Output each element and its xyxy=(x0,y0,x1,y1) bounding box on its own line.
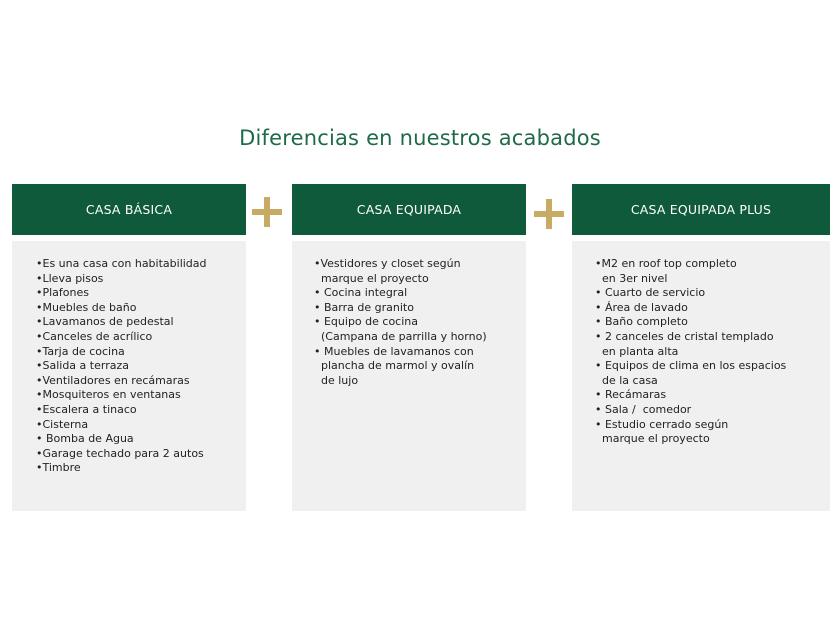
list-item: •M2 en roof top completo xyxy=(595,257,737,270)
list-item: en planta alta xyxy=(595,344,679,358)
list-item: •Ventiladores en recámaras xyxy=(36,373,190,387)
list-item: •Es una casa con habitabilidad xyxy=(36,257,207,270)
list-item: •Muebles de baño xyxy=(36,300,137,314)
list-item: • 2 canceles de cristal templado xyxy=(595,329,774,343)
column-casa-equipada xyxy=(292,184,526,387)
list-item: • Cuarto de servicio xyxy=(595,286,706,300)
list-item: •Vestidores y closet según xyxy=(314,257,461,270)
column-casa-equipada-plus xyxy=(572,184,830,446)
list-item: de lujo xyxy=(314,373,359,387)
list-item: •Lleva pisos xyxy=(36,271,104,285)
column-body xyxy=(572,241,830,511)
list-item: • Muebles de lavamanos con xyxy=(314,344,474,358)
list-item: • Área de lavado xyxy=(595,300,688,314)
column-casa-basica xyxy=(12,184,246,475)
list-item: • Recámaras xyxy=(595,388,667,402)
page-title: Diferencias en nuestros acabados xyxy=(239,126,601,150)
list-item: • Equipos de clima en los espacios xyxy=(595,359,787,373)
list-item: • Bomba de Agua xyxy=(36,432,134,446)
list-item: •Plafones xyxy=(36,286,89,300)
feature-list xyxy=(36,257,246,476)
list-item: marque el proyecto xyxy=(595,432,710,446)
list-item: •Lavamanos de pedestal xyxy=(36,315,174,329)
column-body xyxy=(12,241,246,511)
list-item: • Estudio cerrado según xyxy=(595,417,729,431)
list-item: de la casa xyxy=(595,373,658,387)
feature-list xyxy=(595,257,830,447)
plus-icon xyxy=(252,197,282,227)
column-header: CASA EQUIPADA PLUS xyxy=(572,184,830,235)
list-item: •Salida a terraza xyxy=(36,359,129,373)
list-item: •Cisterna xyxy=(36,417,89,431)
list-item: • Equipo de cocina xyxy=(314,315,418,329)
list-item: •Canceles de acrílico xyxy=(36,329,153,343)
list-item: en 3er nivel xyxy=(595,271,668,285)
list-item: • Barra de granito xyxy=(314,300,414,314)
column-header: CASA BÁSICA xyxy=(12,184,246,235)
list-item: plancha de marmol y ovalín xyxy=(314,359,475,373)
list-item: •Tarja de cocina xyxy=(36,344,125,358)
plus-icon xyxy=(534,199,564,229)
list-item: •Escalera a tinaco xyxy=(36,402,137,416)
list-item: marque el proyecto xyxy=(314,271,429,285)
list-item: •Garage techado para 2 autos xyxy=(36,446,204,460)
column-body xyxy=(292,241,526,511)
list-item: (Campana de parrilla y horno) xyxy=(314,329,487,343)
feature-list xyxy=(314,257,526,388)
list-item: •Timbre xyxy=(36,461,81,475)
list-item: • Cocina integral xyxy=(314,286,408,300)
list-item: • Sala / comedor xyxy=(595,402,692,416)
list-item: • Baño completo xyxy=(595,315,688,329)
column-header: CASA EQUIPADA xyxy=(292,184,526,235)
list-item: •Mosquiteros en ventanas xyxy=(36,388,181,402)
